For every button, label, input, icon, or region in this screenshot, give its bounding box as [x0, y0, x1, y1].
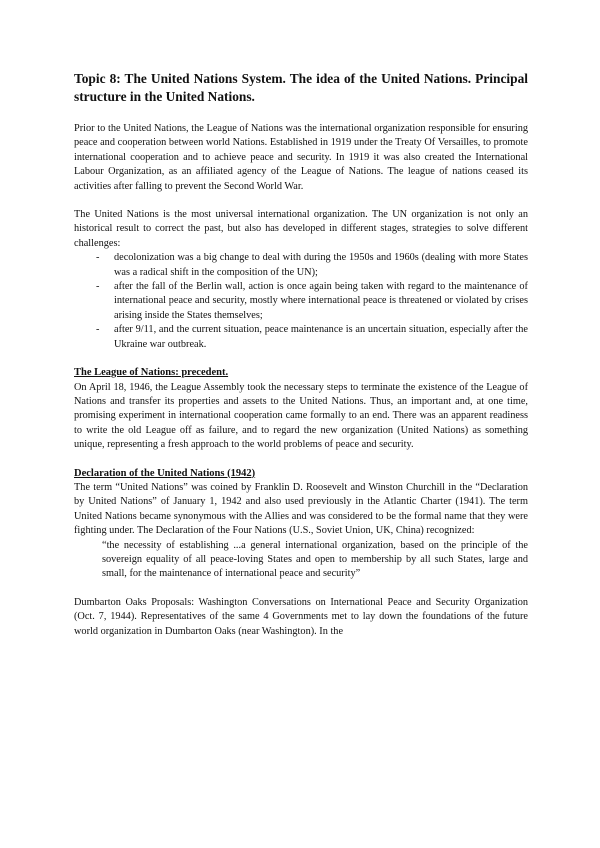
spacer — [74, 453, 528, 467]
challenges-list — [74, 251, 528, 352]
league-paragraph: On April 18, 1946, the League Assembly took the necessary steps to terminate the existence of the League of Nations and transfer its properties and assets to the United Nations. Thus, an important and, at one time, promising experiment in international cooperation came formally to an end. There was an apparent readiness to write the old League off as failure, and to regard the new organization (United Nations) as something unique, representing a fresh approach to the world problems of peace and security. — [74, 381, 528, 451]
spacer — [74, 194, 528, 208]
list-item-text: decolonization was a big change to deal with during the 1950s and 1960s (dealing with more States was a radical shift in the composition of the UN); — [114, 252, 528, 278]
spacer — [74, 352, 528, 366]
declaration-quote: “the necessity of establishing ...a general international organization, based on the principle of the sovereign equality of all peace-loving States and open to membership by all such States, large and small, for the maintenance of international peace and security” — [102, 539, 528, 580]
list-item — [96, 280, 528, 323]
bullet-dash: - — [96, 252, 100, 264]
list-item — [96, 251, 528, 280]
declaration-paragraph: The term “United Nations” was coined by Franklin D. Roosevelt and Winston Churchill in the “Declaration by United Nations” of January 1, 1942 and also used previously in the Atlantic Charter (1941). The term United Nations became synonymous with the Allies and was considered to be the formal name that they were fighting under. The Declaration of the Four Nations (U.S., Soviet Union, UK, China) recognized: — [74, 481, 528, 537]
list-item-text: after the fall of the Berlin wall, action is once again being taken with regard to the maintenance of international peace and security, mostly where international peace is threatened or violated by crises arising inside the States themselves; — [114, 281, 528, 321]
universal-paragraph: The United Nations is the most universal international organization. The UN organization is not only an historical result to correct the past, but also has developed in different stages, strategies to solve different challenges: — [74, 209, 528, 249]
list-item-text: after 9/11, and the current situation, peace maintenance is an uncertain situation, especially after the Ukraine war outbreak. — [114, 324, 528, 350]
bullet-dash: - — [96, 324, 100, 336]
declaration-heading: Declaration of the United Nations (1942) — [74, 467, 256, 479]
page-title: Topic 8: The United Nations System. The idea of the United Nations. Principal structure in the United Nations. — [74, 71, 528, 104]
intro-paragraph: Prior to the United Nations, the League of Nations was the international organization responsible for ensuring peace and cooperation between world Nations. Established in 1919 under the Treaty Of Versailles, to promote international cooperation and to achieve peace and security. In 1919 it was also created the International Labour Organization, as an affiliated agency of the League of Nations. The league of nations ceased its activities after falling to prevent the Second World War. — [74, 123, 528, 192]
league-heading: The League of Nations: precedent. — [74, 367, 229, 379]
list-item — [96, 323, 528, 352]
dumbarton-paragraph: Dumbarton Oaks Proposals: Washington Conversations on International Peace and Security Organization (Oct. 7, 1944). Representatives of the same 4 Governments met to lay down the foundations of the future world organization in Dumbarton Oaks (near Washington). In the — [74, 596, 528, 637]
bullet-dash: - — [96, 281, 100, 293]
spacer — [74, 582, 528, 596]
